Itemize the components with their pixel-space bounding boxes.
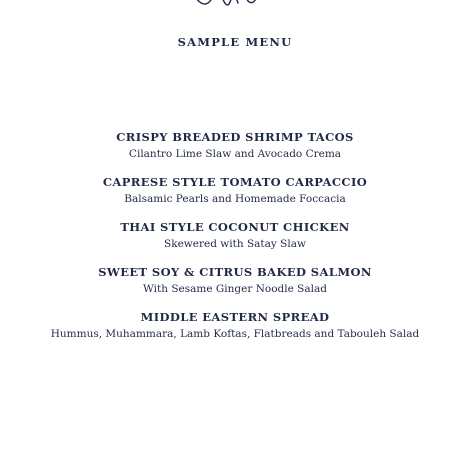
menu-item-title: MIDDLE EASTERN SPREAD <box>140 310 330 324</box>
menu-item <box>0 264 470 298</box>
menu-item-description: Cilantro Lime Slaw and Avocado Crema <box>128 148 342 160</box>
menu-item <box>0 174 470 208</box>
script-flourish-icon <box>190 0 260 10</box>
menu-item <box>0 129 470 163</box>
menu-item-title: SWEET SOY & CITRUS BAKED SALMON <box>98 265 372 279</box>
menu-item-description: Skewered with Satay Slaw <box>164 238 306 250</box>
menu-item <box>0 219 470 253</box>
menu-item <box>0 309 470 343</box>
menu-list <box>0 129 470 354</box>
menu-item-description: With Sesame Ginger Noodle Salad <box>143 283 327 295</box>
menu-item-title: CAPRESE STYLE TOMATO CARPACCIO <box>102 175 368 189</box>
menu-item-title: CRISPY BREADED SHRIMP TACOS <box>116 130 354 144</box>
menu-item-description: Hummus, Muhammara, Lamb Koftas, Flatbreads and Tabouleh Salad <box>50 328 420 340</box>
menu-item-title: THAI STYLE COCONUT CHICKEN <box>120 220 350 234</box>
menu-heading: SAMPLE MENU <box>177 35 293 49</box>
menu-item-description: Balsamic Pearls and Homemade Foccacia <box>124 193 346 205</box>
